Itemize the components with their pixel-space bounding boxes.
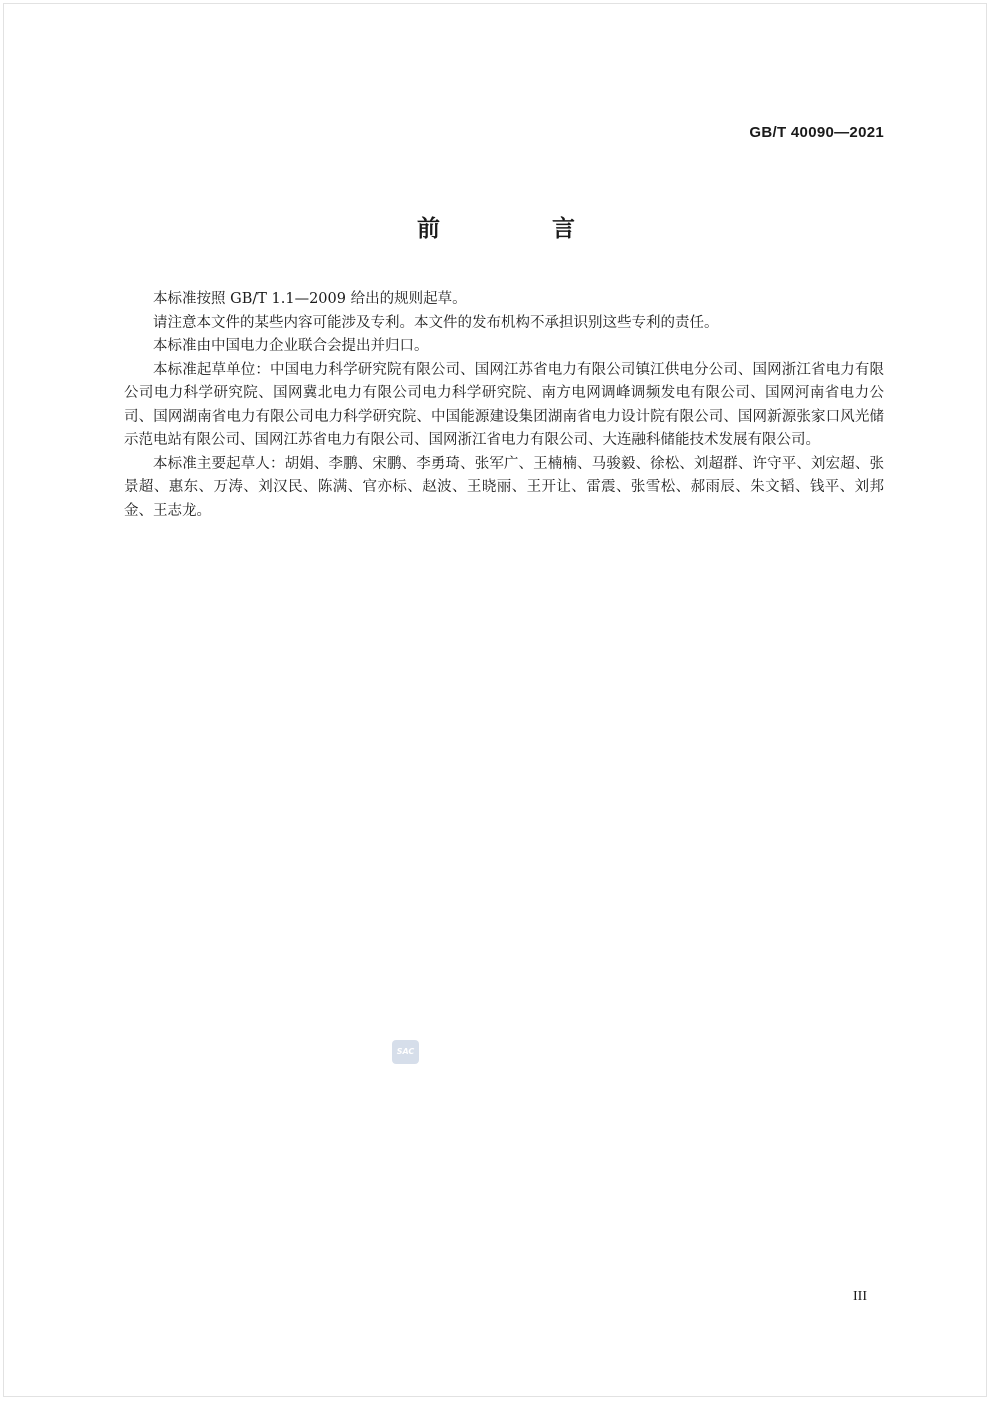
- page-title: 前 言: [416, 216, 627, 242]
- paragraph-patent-notice: 请注意本文件的某些内容可能涉及专利。本文件的发布机构不承担识别这些专利的责任。: [153, 314, 719, 331]
- paragraph-drafting-rules: 本标准按照 GB/T 1.1—2009 给出的规则起草。: [153, 291, 467, 307]
- page-number: III: [853, 1289, 867, 1304]
- standard-code: GB/T 40090—2021: [749, 124, 884, 141]
- foreword-body: [124, 288, 884, 523]
- paragraph-drafting-organizations: 本标准起草单位：中国电力科学研究院有限公司、国网江苏省电力有限公司镇江供电分公司、国网浙江省电力有限公司电力科学研究院、国网冀北电力有限公司电力科学研究院、南方电网调峰调频发电有限公司、国网河南省电力公司、国网湖南省电力有限公司电力科学研究院、中国能源建设集团湖南省电力设计院有限公司、国网新源张家口风光储示范电站有限公司、国网江苏省电力有限公司、国网浙江省电力有限公司、大连融科储能技术发展有限公司。: [124, 361, 884, 448]
- paragraph-drafters: 本标准主要起草人：胡娟、李鹏、宋鹏、李勇琦、张军广、王楠楠、马骏毅、徐松、刘超群、许守平、刘宏超、张景超、惠东、万涛、刘汉民、陈满、官亦标、赵波、王晓丽、王开让、雷震、张雪松、郝雨辰、朱文韬、钱平、刘邦金、王志龙。: [124, 455, 884, 519]
- sac-watermark-logo: SAC: [392, 1040, 419, 1064]
- paragraph-proposer: 本标准由中国电力企业联合会提出并归口。: [153, 338, 429, 354]
